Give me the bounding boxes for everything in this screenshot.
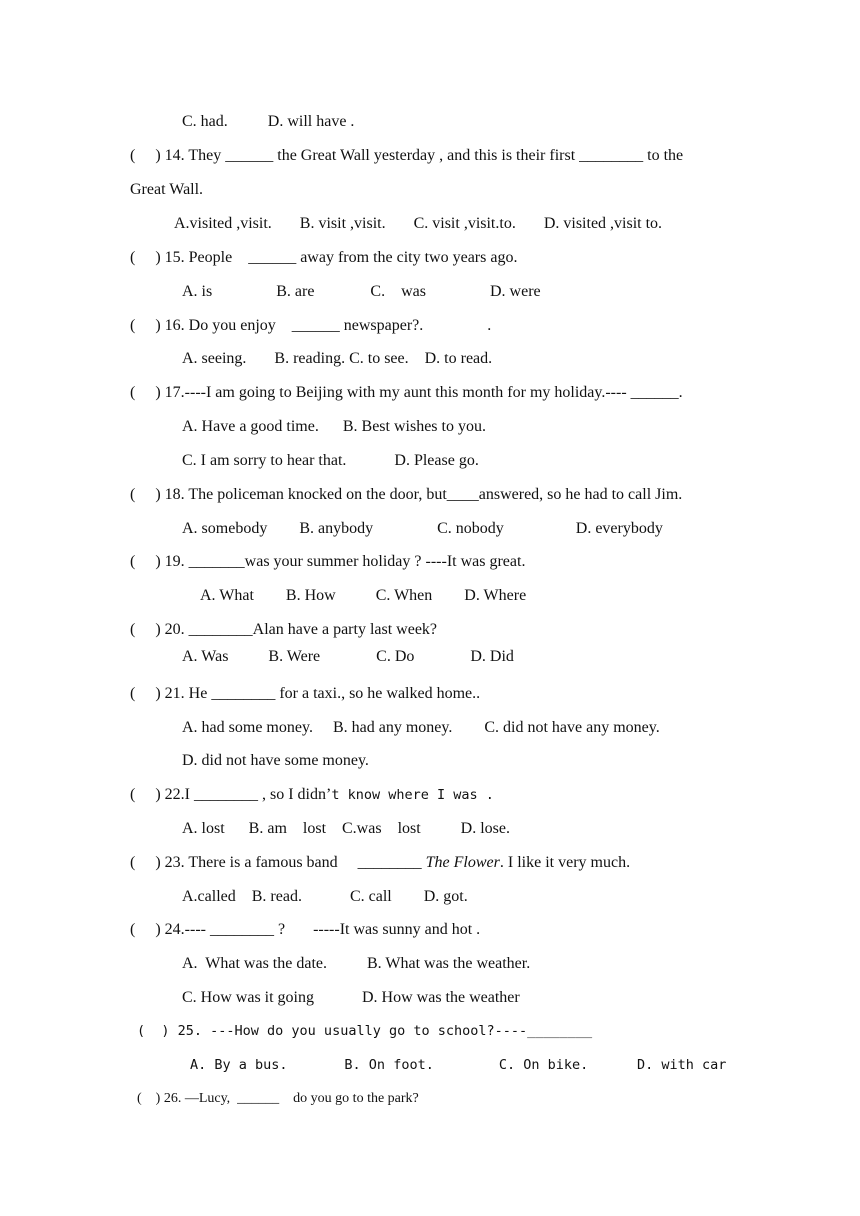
q22-question-end: t know where I was . xyxy=(331,787,494,803)
q17-question: ( ) 17.----I am going to Beijing with my aunt this month for my holiday.---- ______. xyxy=(130,384,683,401)
q23-question-start: ( ) 23. There is a famous band ________ xyxy=(130,854,426,871)
q24-question: ( ) 24.---- ________ ? -----It was sunny and hot . xyxy=(130,921,481,938)
q26-question: ( ) 26. —Lucy, ______ do you go to the park? xyxy=(137,1091,419,1106)
q17-options-row2: C. I am sorry to hear that. D. Please go. xyxy=(182,452,479,469)
q24-options-row2: C. How was it going D. How was the weather xyxy=(182,989,520,1006)
q14-options: A.visited ,visit. B. visit ,visit. C. visit ,visit.to. D. visited ,visit to. xyxy=(174,215,663,232)
q13-options-cont: C. had. D. will have . xyxy=(182,113,355,130)
q18-question: ( ) 18. The policeman knocked on the door, but____answered, so he had to call Jim. xyxy=(130,486,683,503)
q20-options: A. Was B. Were C. Do D. Did xyxy=(182,648,514,665)
q15-options: A. is B. are C. was D. were xyxy=(182,283,541,300)
q21-options-row1: A. had some money. B. had any money. C. did not have any money. xyxy=(182,719,660,736)
q23-band-name: The Flower xyxy=(425,854,500,871)
q15-question: ( ) 15. People ______ away from the city two years ago. xyxy=(130,249,518,266)
q18-options: A. somebody B. anybody C. nobody D. everybody xyxy=(182,520,663,537)
q22-question-start: ( ) 22.I ________ , so I didn’ xyxy=(130,786,332,803)
q21-options-row2: D. did not have some money. xyxy=(182,752,369,769)
q22-options: A. lost B. am lost C.was lost D. lose. xyxy=(182,820,511,837)
q22-question xyxy=(130,785,494,805)
q16-options: A. seeing. B. reading. C. to see. D. to read. xyxy=(182,350,493,367)
q24-options-row1: A. What was the date. B. What was the weather. xyxy=(182,955,531,972)
q21-question: ( ) 21. He ________ for a taxi., so he walked home.. xyxy=(130,685,481,702)
q23-options: A.called B. read. C. call D. got. xyxy=(182,888,468,905)
q25-question: ( ) 25. ---How do you usually go to school?----________ xyxy=(137,1023,593,1039)
q19-options: A. What B. How C. When D. Where xyxy=(200,587,527,604)
q17-options-row1: A. Have a good time. B. Best wishes to you. xyxy=(182,418,486,435)
q19-question: ( ) 19. _______was your summer holiday ? ----It was great. xyxy=(130,553,526,570)
q25-options: A. By a bus. B. On foot. C. On bike. D. with car xyxy=(190,1057,727,1073)
q16-question: ( ) 16. Do you enjoy ______ newspaper?. . xyxy=(130,317,492,334)
q23-question xyxy=(130,853,630,873)
q14-question-cont: Great Wall. xyxy=(130,181,204,198)
q23-question-end: . I like it very much. xyxy=(499,854,631,871)
q14-question: ( ) 14. They ______ the Great Wall yesterday , and this is their first ________ to the xyxy=(130,147,684,164)
q20-question: ( ) 20. ________Alan have a party last week? xyxy=(130,621,438,638)
